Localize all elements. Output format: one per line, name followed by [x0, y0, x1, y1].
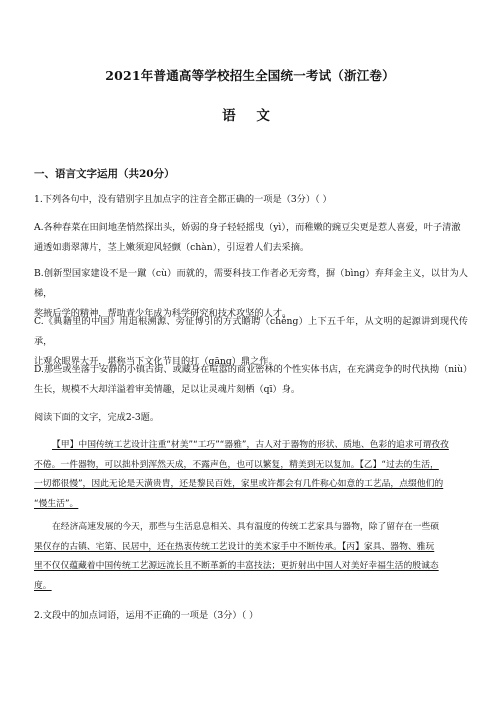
question-2 — [34, 606, 468, 626]
option-d-line: 生长，规模不大却洋溢着审美情趣，足以让灵魂片刻栖（qī）身。 — [34, 384, 301, 395]
option-b-line: B.创新型国家建设不是一蹴（cù）而就的，需要科技工作者必无旁骛，摒（bìng）弃拜金主义，以甘为人梯， — [34, 268, 468, 299]
passage-line: 【甲】中国传统工艺设计注重“材美”“工巧”“器雅”，古人对于器物的形状、质地、色彩的追求可谓孜孜 — [52, 440, 449, 450]
reading-passage-paragraph-1 — [34, 436, 468, 514]
subject-title: 语 文 — [222, 108, 278, 124]
question-1 — [34, 190, 468, 210]
passage-line: 不倦。一件器物，可以拙朴到浑然天成，不露声色，也可以繁复，精美到无以复加。【乙】“过去的生活， — [34, 459, 439, 470]
passage-line: 里不仅仅蕴藏着中国传统工艺源远流长且不断革新的丰富技法；更折射出中国人对美好幸福生活的殷诚态 — [34, 561, 439, 571]
section-heading: 一、语言文字运用（共20分） — [34, 168, 175, 180]
option-c-line: C.《典籍里的中国》用追根溯源、旁征博引的方式瞻聘（chěng）上下五千年，从文明的起源讲到现代传承， — [34, 316, 468, 347]
question-2-stem: 2.文段中的加点词语，运用不正确的一项是（3分）（ ） — [34, 610, 259, 621]
passage-line: “慢生活”。 — [34, 498, 79, 509]
reading-instruction — [34, 408, 468, 428]
option-c-line: 让观众眼界大开，堪称当下文化节目的扛（gāng）鼎之作。 — [34, 356, 278, 367]
option-b-line: 奖掖后学的精神，帮助青少年成为科学研究和技术攻坚的人才。 — [34, 308, 292, 319]
question-1-stem: 1.下列各句中，没有错别字且加点字的注音全都正确的一项是（3分）（ ） — [34, 194, 332, 205]
passage-line: 度。 — [34, 580, 52, 591]
reading-passage-paragraph-2 — [34, 518, 468, 596]
option-a-line: A.各种春菜在田间地垄悄然探出头，娇弱的身子轻轻摇曳（yì），而稚嫩的豌豆尖更是惹人喜爱，叶子清澈 — [34, 222, 461, 233]
exam-title: 2021年普通高等学校招生全国统一考试（浙江卷） — [105, 68, 395, 83]
passage-line: 在经济高速发展的今天，那些与生活息息相关、具有温度的传统工艺家具与器物，除了留存在一些硕 — [52, 522, 440, 532]
option-d — [34, 360, 473, 400]
reading-intro: 阅读下面的文字，完成2-3题。 — [34, 412, 160, 423]
passage-line: 一切都很慢”，因此无论是天潢贵胄，还是黎民百姓，家里或许都会有几件称心如意的工艺品，点缀他们的 — [34, 479, 444, 489]
option-d-line: D.那些或坐落于安静的小镇古街、或藏身在喧嚣的商业密林的个性实体书店，在充满竞争的时代执拗（niù） — [34, 364, 473, 375]
option-a — [34, 218, 468, 258]
option-a-line: 通透如翡翠薄片，茎上嫩须迎风轻颤（chàn），引逗着人们去采摘。 — [34, 242, 310, 253]
passage-line: 果仅存的古镇、宅第、民居中，还在热衷传统工艺设计的美术家手中不断传承。【丙】家具、器物、雅玩 — [34, 541, 435, 552]
